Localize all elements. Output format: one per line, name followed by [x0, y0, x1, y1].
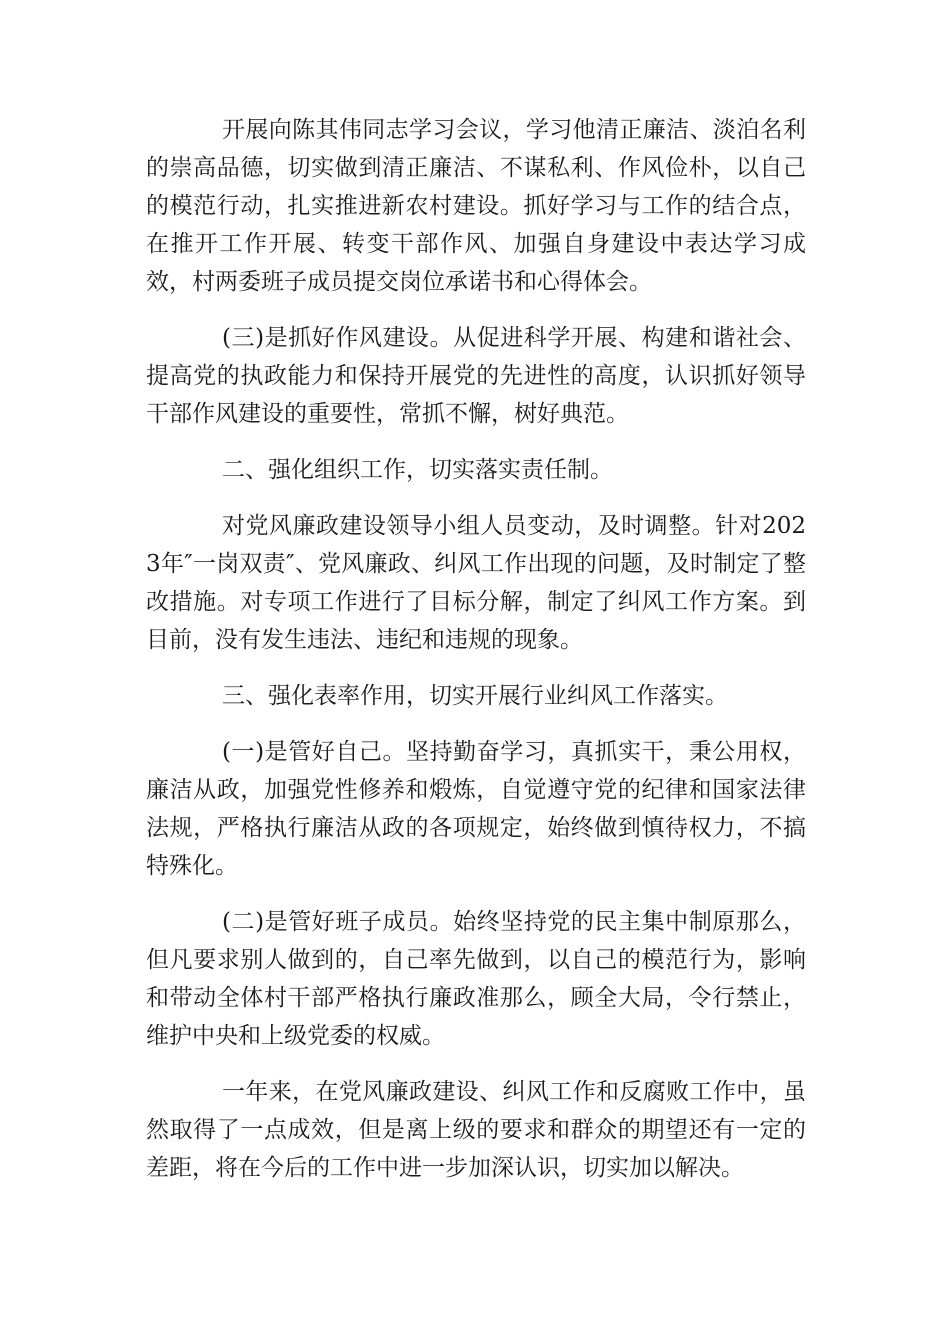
paragraph-manage-self: (一)是管好自己。坚持勤奋学习，真抓实干，秉公用权，廉洁从政，加强党性修养和煅炼，自觉遵守党的纪律和国家法律法规，严格执行廉洁从政的各项规定，始终做到慎待权力，不搞特殊化。	[146, 739, 806, 879]
paragraph-study-meeting: 开展向陈其伟同志学习会议，学习他清正廉洁、淡泊名利的崇高品德，切实做到清正廉洁、不谋私利、作风俭朴，以自己的模范行动，扎实推进新农村建设。抓好学习与工作的结合点，在推开工作开展、转变干部作风、加强自身建设中表达学习成效，村两委班子成员提交岗位承诺书和心得体会。	[146, 117, 806, 295]
paragraph-work-style: (三)是抓好作风建设。从促进科学开展、构建和谐社会、提高党的执政能力和保持开展党的先进性的高度，认识抓好领导干部作风建设的重要性，常抓不懈，树好典范。	[146, 325, 806, 427]
section-heading-role-model: 三、强化表率作用，切实开展行业纠风工作落实。	[222, 683, 728, 709]
section-heading-organization: 二、强化组织工作，切实落实责任制。	[222, 457, 613, 483]
paragraph-manage-team: (二)是管好班子成员。始终坚持党的民主集中制原那么，但凡要求别人做到的，自己率先做到，以自己的模范行为，影响和带动全体村干部严格执行廉政准那么，顾全大局，令行禁止，维护中央和上级党委的权威。	[146, 909, 806, 1049]
document-body	[146, 111, 806, 1205]
paragraph-conclusion: 一年来，在党风廉政建设、纠风工作和反腐败工作中，虽然取得了一点成效，但是离上级的要求和群众的期望还有一定的差距，将在今后的工作中进一步加深认识，切实加以解决。	[146, 1079, 806, 1181]
paragraph-organization: 对党风廉政建设领导小组人员变动，及时调整。针对2023年″一岗双责″、党风廉政、纠风工作出现的问题，及时制定了整改措施。对专项工作进行了目标分解，制定了纠风工作方案。到目前，没有发生违法、违纪和违规的现象。	[146, 513, 806, 653]
